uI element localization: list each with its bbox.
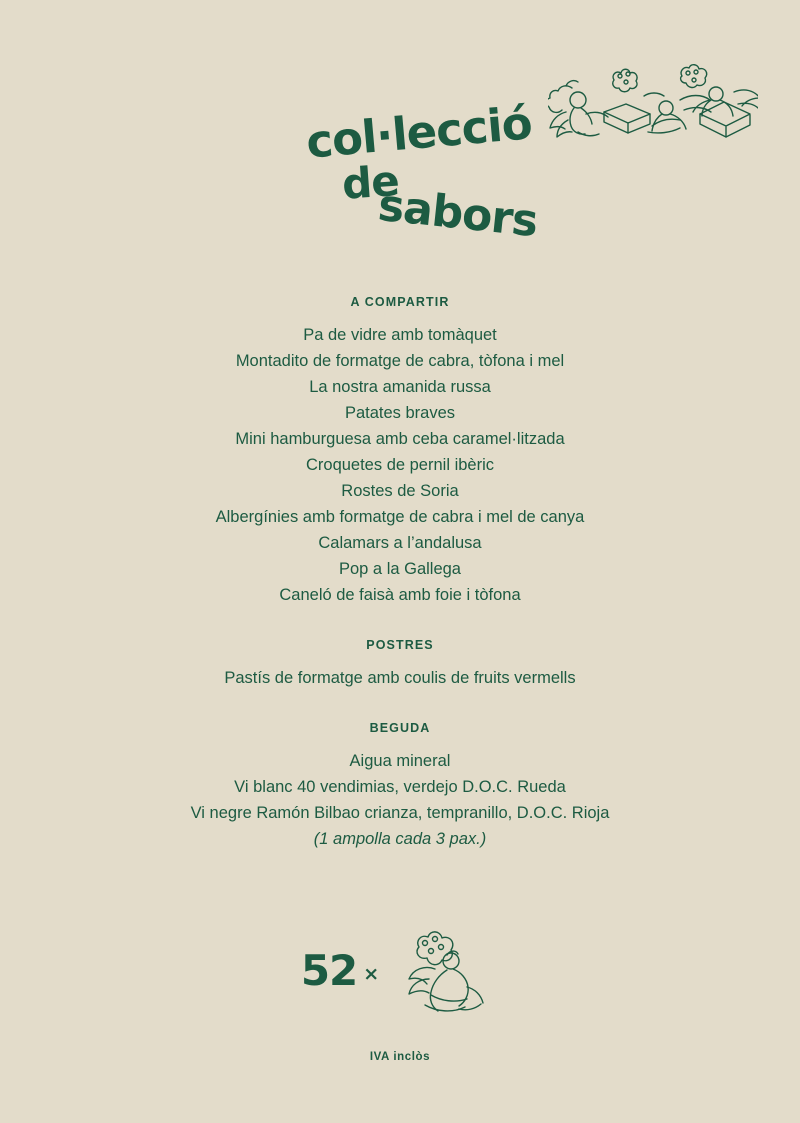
menu-item: Aigua mineral [349, 752, 451, 770]
section-title: A COMPARTIR [350, 295, 450, 309]
reclining-cherub-icon [389, 925, 499, 1017]
price-times-symbol: × [363, 963, 380, 985]
section-title: BEGUDA [369, 721, 431, 735]
menu-item: Mini hamburguesa amb ceba caramel·litzada [235, 430, 565, 448]
menu-item: Pastís de formatge amb coulis de fruits vermells [224, 669, 576, 687]
menu-item: Vi negre Ramón Bilbao crianza, tempranillo, D.O.C. Rioja [190, 804, 610, 822]
section-title: POSTRES [366, 638, 434, 652]
menu-item: Patates braves [344, 404, 456, 422]
brand-logo-line-1: col·lecció [304, 96, 534, 169]
menu-section-beguda [0, 718, 800, 852]
section-spacer [0, 691, 800, 718]
menu-note: (1 ampolla cada 3 pax.) [313, 830, 487, 848]
menu-item: Croquetes de pernil ibèric [305, 456, 495, 474]
menu-item: Caneló de faisà amb foie i tòfona [279, 586, 521, 604]
brand-logo-line-2: de [340, 156, 401, 209]
menu-item: Pop a la Gallega [338, 560, 461, 578]
menu-section-postres [0, 635, 800, 691]
menu-section-a-compartir [0, 292, 800, 608]
menu-content [0, 292, 800, 852]
menu-item: Montadito de formatge de cabra, tòfona i mel [235, 352, 565, 370]
menu-item: Vi blanc 40 vendimias, verdejo D.O.C. Rueda [234, 778, 566, 796]
price-amount: 52 [300, 946, 358, 995]
menu-item: Rostes de Soria [341, 482, 459, 500]
menu-item: Albergínies amb formatge de cabra i mel de canya [215, 508, 585, 526]
tax-note: IVA inclòs [369, 1051, 431, 1063]
menu-item: La nostra amanida russa [309, 378, 491, 396]
cherubs-reading-icon [548, 52, 758, 157]
menu-item: Pa de vidre amb tomàquet [303, 326, 497, 344]
menu-item: Calamars a l’andalusa [318, 534, 482, 552]
price-block [0, 925, 800, 1017]
brand-logo [300, 96, 540, 250]
brand-logo-line-3: sabors [375, 179, 540, 248]
section-spacer [0, 608, 800, 635]
